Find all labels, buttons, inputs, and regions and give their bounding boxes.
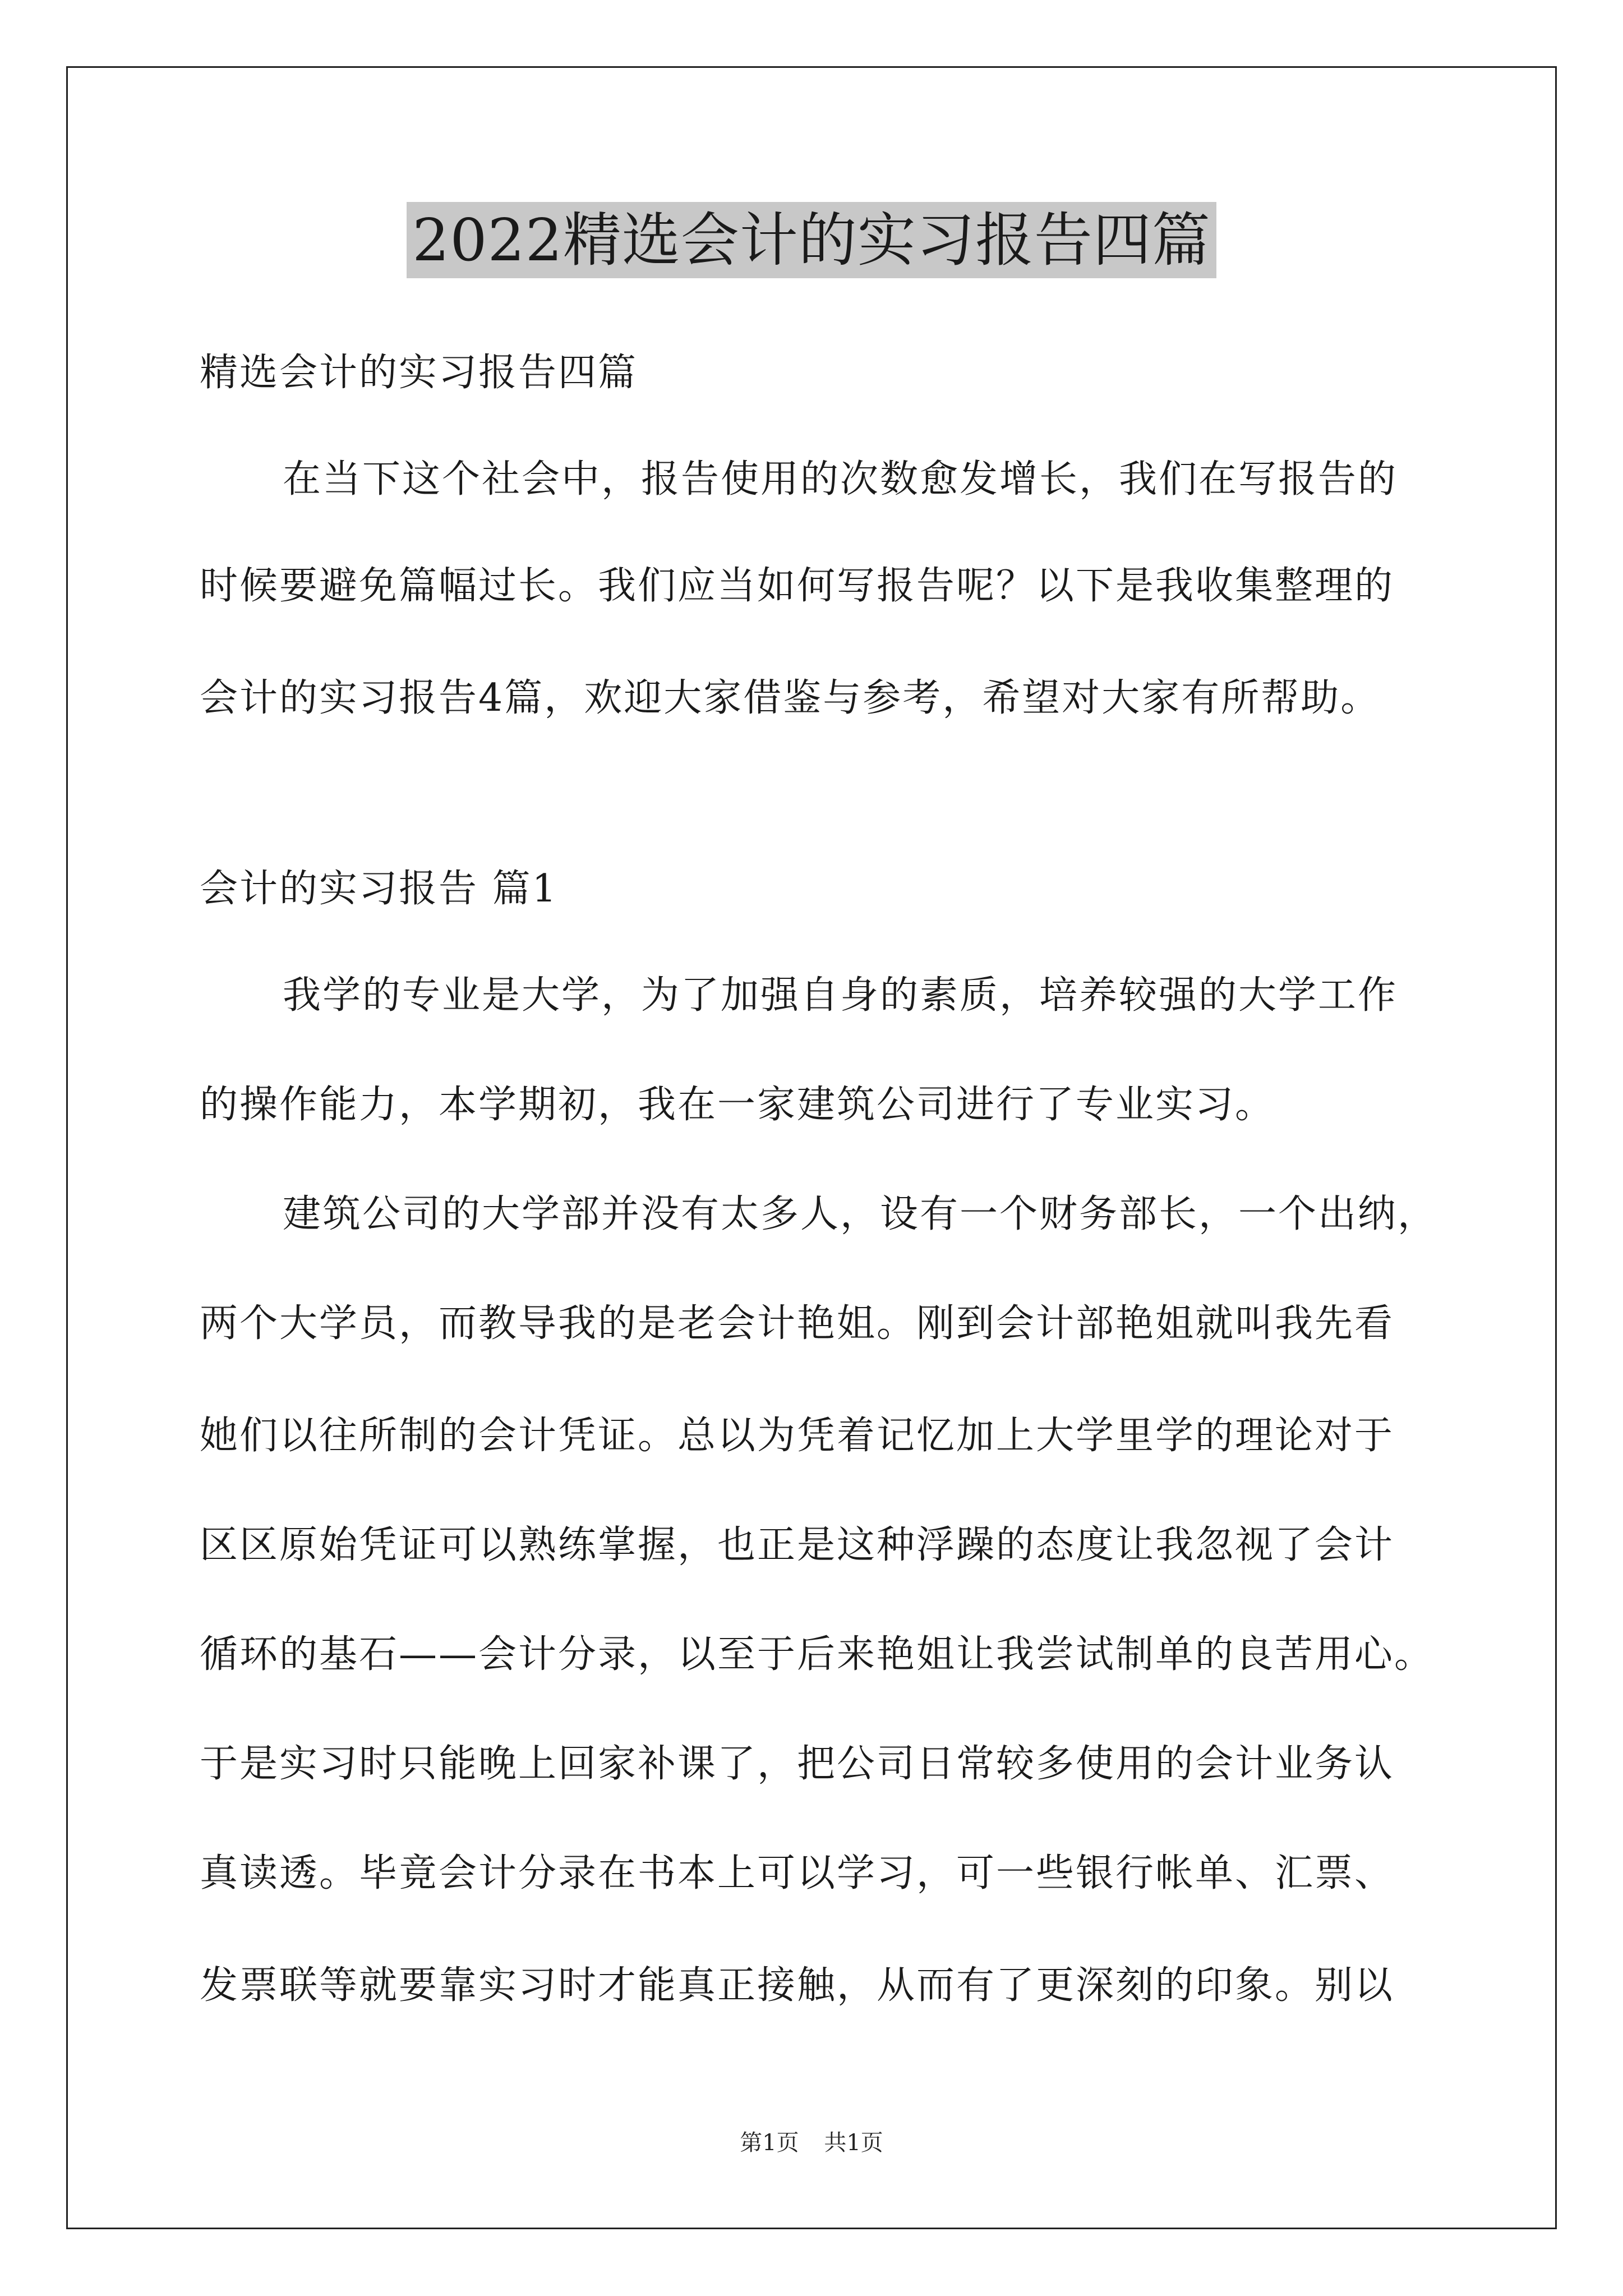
intro-line-3: 会计的实习报告4篇，欢迎大家借鉴与参考，希望对大家有所帮助。 (200, 676, 1381, 720)
intro-line-1: 在当下这个社会中，报告使用的次数愈发增长，我们在写报告的 (283, 457, 1398, 501)
page-number: 第1页 (740, 2130, 799, 2156)
section-line-1: 我学的专业是大学，为了加强自身的素质，培养较强的大学工作 (283, 973, 1398, 1018)
section-line-7: 循环的基石——会计分录，以至于后来艳姐让我尝试制单的良苦用心。 (200, 1632, 1435, 1677)
section-line-3: 建筑公司的大学部并没有太多人，设有一个财务部长，一个出纳， (283, 1192, 1438, 1236)
section-line-5: 她们以往所制的会计凭证。总以为凭着记忆加上大学里学的理论对于 (200, 1414, 1395, 1458)
document-title: 2022精选会计的实习报告四篇 (407, 202, 1216, 278)
section-line-10: 发票联等就要靠实习时才能真正接触，从而有了更深刻的印象。别以 (200, 1963, 1395, 2008)
section-line-8: 于是实习时只能晚上回家补课了，把公司日常较多使用的会计业务认 (200, 1742, 1395, 1786)
subtitle: 精选会计的实习报告四篇 (200, 351, 638, 395)
title-container (0, 202, 1623, 278)
page-footer (0, 2129, 1623, 2157)
section-heading: 会计的实习报告 篇1 (200, 867, 558, 911)
intro-line-2: 时候要避免篇幅过长。我们应当如何写报告呢？以下是我收集整理的 (200, 564, 1395, 608)
section-line-6: 区区原始凭证可以熟练掌握，也正是这种浮躁的态度让我忽视了会计 (200, 1523, 1395, 1567)
section-line-9: 真读透。毕竟会计分录在书本上可以学习，可一些银行帐单、汇票、 (200, 1851, 1395, 1895)
section-line-4: 两个大学员，而教导我的是老会计艳姐。刚到会计部艳姐就叫我先看 (200, 1301, 1395, 1346)
section-line-2: 的操作能力，本学期初，我在一家建筑公司进行了专业实习。 (200, 1083, 1275, 1127)
total-pages: 共1页 (824, 2130, 883, 2156)
